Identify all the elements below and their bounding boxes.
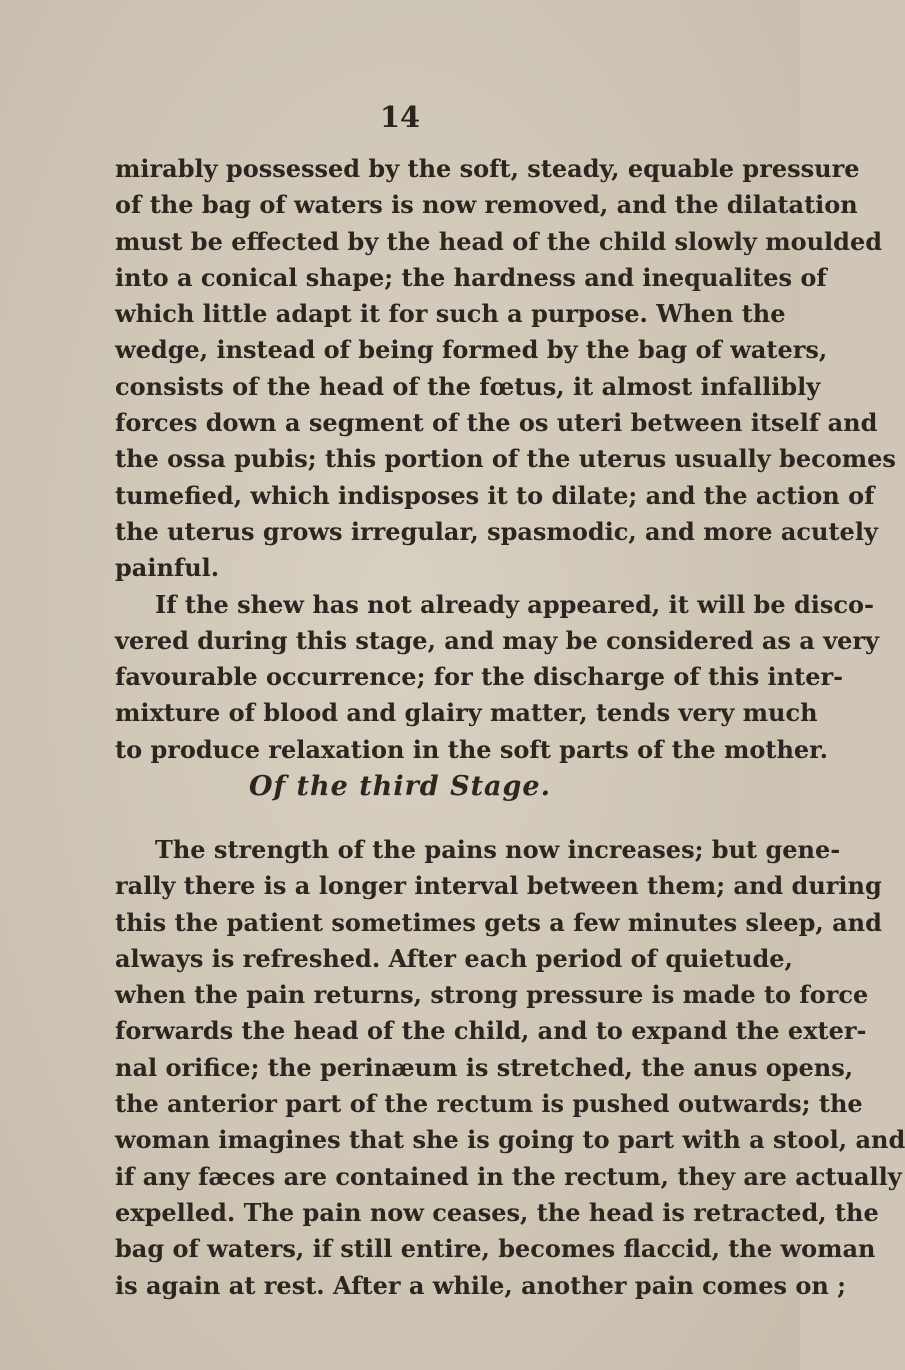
text-line: tumefied, which indisposes it to dilate; and the action of [115, 480, 875, 510]
text-line: is again at rest. After a while, another pain comes on ; [115, 1270, 847, 1300]
text-line: painful. [115, 553, 220, 583]
page-number: 14 [379, 100, 421, 134]
text-line: the uterus grows irregular, spasmodic, and more acutely [115, 516, 878, 546]
text-line: woman imagines that she is going to part with a stool, and [115, 1125, 905, 1155]
text-line: must be effected by the head of the child slowly moulded [115, 226, 882, 256]
text-line: if any fæces are contained in the rectum, they are actually [115, 1161, 902, 1191]
text-line: mirably possessed by the soft, steady, equable pressure [115, 154, 860, 183]
text-line: forces down a segment of the os uteri between itself and [115, 408, 878, 438]
paragraph-third-stage [115, 832, 905, 1304]
text-line: favourable occurrence; for the discharge of this inter- [115, 662, 844, 692]
text-line: wedge, instead of being formed by the bag of waters, [115, 335, 828, 365]
text-line: of the bag of waters is now removed, and the dilatation [115, 190, 858, 220]
text-line: vered during this stage, and may be considered as a very [115, 625, 879, 655]
text-line: The strength of the pains now increases; but gene- [155, 835, 841, 864]
text-line: nal orifice; the perinæum is stretched, the anus opens, [115, 1052, 854, 1082]
text-line: If the shew has not already appeared, it will be disco- [155, 589, 874, 619]
text-line: rally there is a longer interval between them; and during [115, 871, 882, 901]
text-line: when the pain returns, strong pressure is made to force [115, 980, 869, 1010]
text-line: mixture of blood and glairy matter, tends very much [115, 698, 818, 728]
text-line: always is refreshed. After each period of quietude, [115, 943, 793, 973]
text-line: forwards the head of the child, and to expand the exter- [115, 1016, 867, 1046]
text-line: expelled. The pain now ceases, the head is retracted, the [115, 1197, 879, 1227]
text-line: consists of the head of the fœtus, it almost infallibly [115, 371, 821, 401]
text-line: this the patient sometimes gets a few minutes sleep, and [115, 907, 882, 937]
section-heading: Of the third Stage. [249, 771, 551, 802]
paragraph-continuation [115, 151, 896, 768]
text-line: which little adapt it for such a purpose. When the [115, 299, 786, 329]
text-line: bag of waters, if still entire, becomes flaccid, the woman [115, 1234, 876, 1264]
text-line: the anterior part of the rectum is pushed outwards; the [115, 1089, 863, 1119]
text-line: into a conical shape; the hardness and inequalites of [115, 262, 827, 292]
text-line: to produce relaxation in the soft parts of the mother. [115, 734, 828, 764]
text-line: the ossa pubis; this portion of the uterus usually becomes [115, 444, 896, 474]
